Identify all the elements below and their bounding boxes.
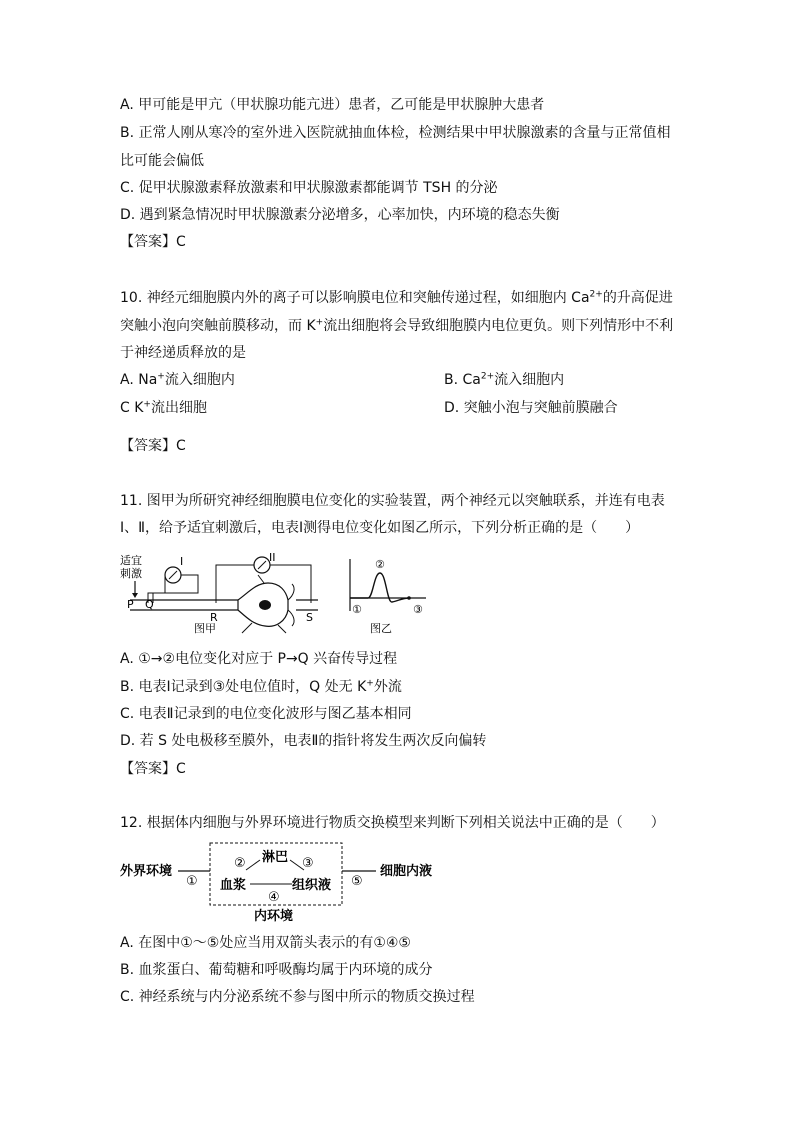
q12-stem: 12. 根据体内细胞与外界环境进行物质交换模型来判断下列相关说法中正确的是（ ） bbox=[120, 815, 665, 831]
q9-option-c: C. 促甲状腺激素释放激素和甲状腺激素都能调节 TSH 的分泌 bbox=[120, 180, 498, 196]
nucleus bbox=[259, 600, 271, 610]
q10-stem-line3: 于神经递质释放的是 bbox=[120, 345, 246, 361]
q9-option-a: A. 甲可能是甲亢（甲状腺功能亢进）患者，乙可能是甲状腺肿大患者 bbox=[120, 97, 545, 113]
q12-figure bbox=[118, 840, 448, 928]
marker-2: ② bbox=[234, 856, 246, 871]
marker-1: ① bbox=[186, 874, 198, 889]
superscript: + bbox=[315, 317, 324, 328]
option-text: 流出细胞 bbox=[150, 400, 207, 416]
marker-5: ⑤ bbox=[351, 874, 363, 889]
q12-option-a: A. 在图中①～⑤处应当用双箭头表示的有①④⑤ bbox=[120, 935, 411, 951]
marker-3: ③ bbox=[302, 856, 314, 871]
q12-option-c: C. 神经系统与内分泌系统不参与图中所示的物质交换过程 bbox=[120, 989, 475, 1005]
option-text: 外流 bbox=[373, 679, 402, 695]
stimulus-label: 适宜 bbox=[120, 554, 142, 567]
q9-option-d: D. 遇到紧急情况时甲状腺激素分泌增多，心率加快，内环境的稳态失衡 bbox=[120, 207, 560, 223]
option-text: 流入细胞内 bbox=[164, 372, 235, 388]
superscript: 2+ bbox=[480, 371, 495, 382]
synapse bbox=[288, 584, 294, 626]
internal-environment-label: 内环境 bbox=[254, 909, 294, 924]
q10-option-c bbox=[120, 398, 207, 418]
graph-mark-3: ③ bbox=[413, 603, 423, 616]
q10-stem-text: 流出细胞将会导致细胞膜内电位更负。则下列情形中不利 bbox=[323, 318, 674, 334]
meter-i-label: I bbox=[180, 555, 184, 568]
q11-stem-line1: 11. 图甲为所研究神经细胞膜电位变化的实验装置，两个神经元以突触联系，并连有电表 bbox=[120, 493, 665, 509]
q10-stem-text: 突触小泡向突触前膜移动，而 K bbox=[120, 318, 316, 334]
q11-option-d: D. 若 S 处电极移至膜外，电表Ⅱ的指针将发生两次反向偏转 bbox=[120, 733, 487, 749]
stimulus-label: 刺激 bbox=[120, 567, 142, 580]
superscript: + bbox=[143, 399, 151, 410]
q10-option-d: D. 突触小泡与突触前膜融合 bbox=[444, 400, 618, 416]
point-s-label: S bbox=[306, 611, 313, 624]
q11-figure bbox=[118, 553, 438, 635]
q9-option-b-line2: 比可能会偏低 bbox=[120, 153, 204, 169]
q12-option-b: B. 血浆蛋白、葡萄糖和呼吸酶均属于内环境的成分 bbox=[120, 962, 433, 978]
marker-4: ④ bbox=[268, 890, 280, 905]
q10-option-b bbox=[444, 370, 564, 390]
q10-option-a bbox=[120, 370, 235, 390]
q10-stem-line1 bbox=[120, 288, 673, 308]
q10-stem-line2 bbox=[120, 316, 673, 336]
q10-stem-text: 10. 神经元细胞膜内外的离子可以影响膜电位和突触传递过程，如细胞内 Ca bbox=[120, 290, 590, 306]
superscript: + bbox=[366, 678, 374, 689]
q11-answer: 【答案】C bbox=[120, 761, 186, 777]
figure-a-caption: 图甲 bbox=[194, 622, 216, 635]
q9-answer: 【答案】C bbox=[120, 234, 186, 250]
figure-b-caption: 图乙 bbox=[370, 622, 392, 635]
point-q-label: Q bbox=[145, 598, 154, 611]
q11-option-a: A. ①→②电位变化对应于 P→Q 兴奋传导过程 bbox=[120, 651, 398, 667]
option-text: C K bbox=[120, 400, 144, 416]
superscript: + bbox=[157, 371, 165, 382]
external-environment-label: 外界环境 bbox=[120, 864, 173, 879]
graph-mark-1: ① bbox=[352, 603, 362, 616]
exchange-line bbox=[246, 860, 260, 870]
tissue-fluid-label: 组织液 bbox=[292, 878, 332, 893]
option-text: B. Ca bbox=[444, 372, 481, 388]
q10-answer: 【答案】C bbox=[120, 438, 186, 454]
q9-option-b-line1: B. 正常人刚从寒冷的室外进入医院就抽血体检，检测结果中甲状腺激素的含量与正常值相 bbox=[120, 125, 671, 141]
option-text: A. Na bbox=[120, 372, 158, 388]
meter-ii-label: II bbox=[269, 553, 276, 564]
q11-option-b bbox=[120, 677, 402, 697]
superscript: 2+ bbox=[589, 289, 603, 300]
q11-stem-line2: Ⅰ、Ⅱ，给予适宜刺激后，电表Ⅰ测得电位变化如图乙所示，下列分析正确的是（ ） bbox=[120, 520, 640, 536]
point-marker bbox=[407, 596, 411, 600]
lymph-label: 淋巴 bbox=[262, 850, 289, 865]
q10-stem-text: 的升高促进 bbox=[602, 290, 673, 306]
graph-mark-2: ② bbox=[375, 558, 385, 571]
intracellular-fluid-label: 细胞内液 bbox=[380, 864, 433, 879]
point-p-label: P bbox=[127, 598, 134, 611]
plasma-label: 血浆 bbox=[220, 878, 247, 893]
option-text: B. 电表Ⅰ记录到③处电位值时，Q 处无 K bbox=[120, 679, 367, 695]
q11-option-c: C. 电表Ⅱ记录到的电位变化波形与图乙基本相同 bbox=[120, 706, 412, 722]
point-r-label: R bbox=[210, 611, 218, 624]
option-text: 流入细胞内 bbox=[494, 372, 565, 388]
